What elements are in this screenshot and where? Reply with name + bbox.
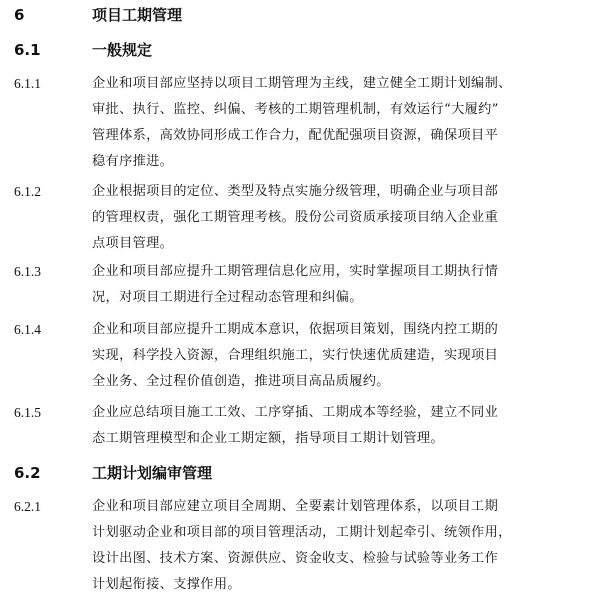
clause-line: 的管理权责，强化工期管理考核。股份公司资质承接项目纳入企业重	[92, 210, 499, 225]
clause-line: 计划起衔接、支撑作用。	[92, 577, 241, 592]
clause-number: 6.1.4	[14, 322, 41, 337]
clause-number: 6.1.5	[14, 405, 41, 420]
clause-text	[92, 71, 578, 175]
clause-line: 况，对项目工期进行全过程动态管理和纠偏。	[92, 290, 363, 305]
clause-line: 计划驱动企业和项目部的项目管理活动，工期计划起牵引、统领作用，	[92, 525, 512, 540]
section-title: 项目工期管理	[92, 6, 183, 24]
clause-line: 管理体系，高效协同形成工作合力，配优配强项目资源，确保项目平	[92, 128, 499, 143]
clause-text	[92, 400, 578, 452]
clause-line: 企业应总结项目施工工效、工序穿插、工期成本等经验，建立不同业	[92, 405, 499, 420]
clause-line: 企业和项目部应建立项目全周期、全要素计划管理体系，以项目工期	[92, 499, 499, 514]
clause-number: 6.2.1	[14, 499, 41, 514]
clause-line: 态工期管理模型和企业工期定额，指导项目工期计划管理。	[92, 431, 444, 446]
clause-line: 点项目管理。	[92, 236, 174, 251]
clause-line: 企业根据项目的定位、类型及特点实施分级管理，明确企业与项目部	[92, 184, 499, 199]
clause-line: 全业务、全过程价值创造，推进项目高品质履约。	[92, 374, 390, 389]
clause-number: 6.1.1	[14, 76, 41, 91]
clause-line: 实现，科学投入资源，合理组织施工，实行快速优质建造，实现项目	[92, 348, 499, 363]
subsection-title: 工期计划编审管理	[92, 464, 213, 482]
clause-line: 企业和项目部应坚持以项目工期管理为主线，建立健全工期计划编制、	[92, 76, 512, 91]
subsection-title: 一般规定	[92, 41, 153, 59]
clause-number: 6.1.3	[14, 264, 41, 279]
clause-line: 企业和项目部应提升工期成本意识，依据项目策划，围绕内控工期的	[92, 322, 499, 337]
clause-text	[92, 494, 578, 598]
clause-text	[92, 259, 578, 311]
clause-line: 设计出图、技术方案、资源供应、资金收支、检验与试验等业务工作	[92, 551, 499, 566]
section-number: 6	[14, 6, 25, 24]
subsection-number: 6.1	[14, 41, 41, 59]
clause-number: 6.1.2	[14, 184, 41, 199]
clause-line: 企业和项目部应提升工期管理信息化应用，实时掌握项目工期执行情	[92, 264, 499, 279]
clause-text	[92, 317, 578, 395]
subsection-number: 6.2	[14, 464, 41, 482]
clause-text	[92, 179, 578, 257]
clause-line: 审批、执行、监控、纠偏、考核的工期管理机制，有效运行“大履约”	[92, 102, 499, 117]
clause-line: 稳有序推进。	[92, 154, 174, 169]
